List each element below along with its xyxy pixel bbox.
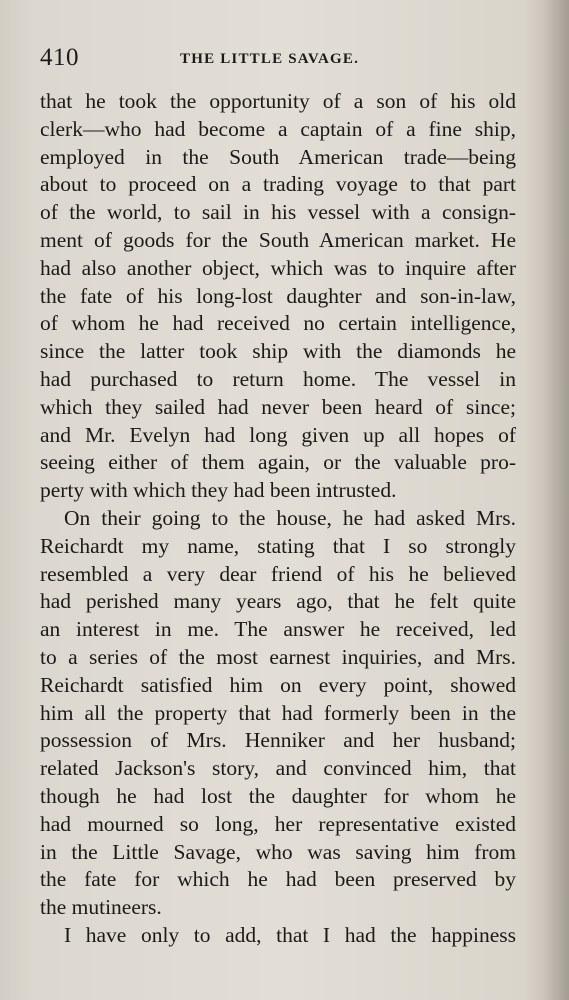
page-header: [40, 43, 530, 73]
text-line: in the Little Savage, who was saving him from: [40, 839, 516, 864]
page-number: 410: [40, 44, 79, 71]
text-line: of the world, to sail in his vessel with a consign-: [40, 200, 516, 225]
text-line: an interest in me. The answer he received, led: [40, 617, 516, 642]
text-line: Reichardt my name, stating that I so strongly: [40, 533, 516, 558]
text-line: ment of goods for the South American market. He: [40, 227, 516, 252]
text-line: perty with which they had been intrusted.: [40, 478, 397, 503]
text-line: to a series of the most earnest inquiries, and Mrs.: [40, 644, 516, 669]
page-edge-shadow: [543, 0, 569, 1000]
text-line: that he took the opportunity of a son of his old: [40, 89, 516, 113]
text-line: employed in the South American trade—being: [40, 144, 516, 169]
text-line: seeing either of them again, or the valuable pro-: [40, 450, 516, 475]
paragraph: [40, 88, 516, 505]
text-line: clerk—who had become a captain of a fine ship,: [40, 116, 516, 141]
text-line: of whom he had received no certain intelligence,: [40, 311, 516, 336]
text-line: had mourned so long, her representative existed: [40, 811, 516, 836]
text-line: the fate of his long-lost daughter and son-in-law,: [40, 283, 516, 308]
paragraph: [40, 922, 516, 950]
text-line: Reichardt satisfied him on every point, showed: [40, 672, 516, 697]
text-line: related Jackson's story, and convinced him, that: [40, 756, 516, 781]
text-line: On their going to the house, he had asked Mrs.: [64, 505, 516, 530]
text-line: I have only to add, that I had the happiness: [64, 922, 516, 947]
text-line: and Mr. Evelyn had long given up all hopes of: [40, 422, 516, 447]
text-line: possession of Mrs. Henniker and her husband;: [40, 728, 516, 753]
paragraph: [40, 505, 516, 922]
text-line: had perished many years ago, that he felt quite: [40, 589, 516, 614]
text-line: had also another object, which was to inquire after: [40, 255, 516, 280]
text-line: resembled a very dear friend of his he believed: [40, 561, 516, 586]
text-line: had purchased to return home. The vessel in: [40, 366, 516, 391]
text-line: him all the property that had formerly been in the: [40, 700, 516, 725]
text-line: though he had lost the daughter for whom he: [40, 783, 516, 808]
text-line: the mutineers.: [40, 895, 162, 920]
body-text: [40, 88, 516, 950]
text-line: the fate for which he had been preserved by: [40, 867, 516, 892]
text-line: about to proceed on a trading voyage to that part: [40, 172, 516, 197]
text-line: which they sailed had never been heard of since;: [40, 394, 516, 419]
text-line: since the latter took ship with the diamonds he: [40, 339, 516, 364]
running-head: THE LITTLE SAVAGE.: [180, 51, 360, 67]
